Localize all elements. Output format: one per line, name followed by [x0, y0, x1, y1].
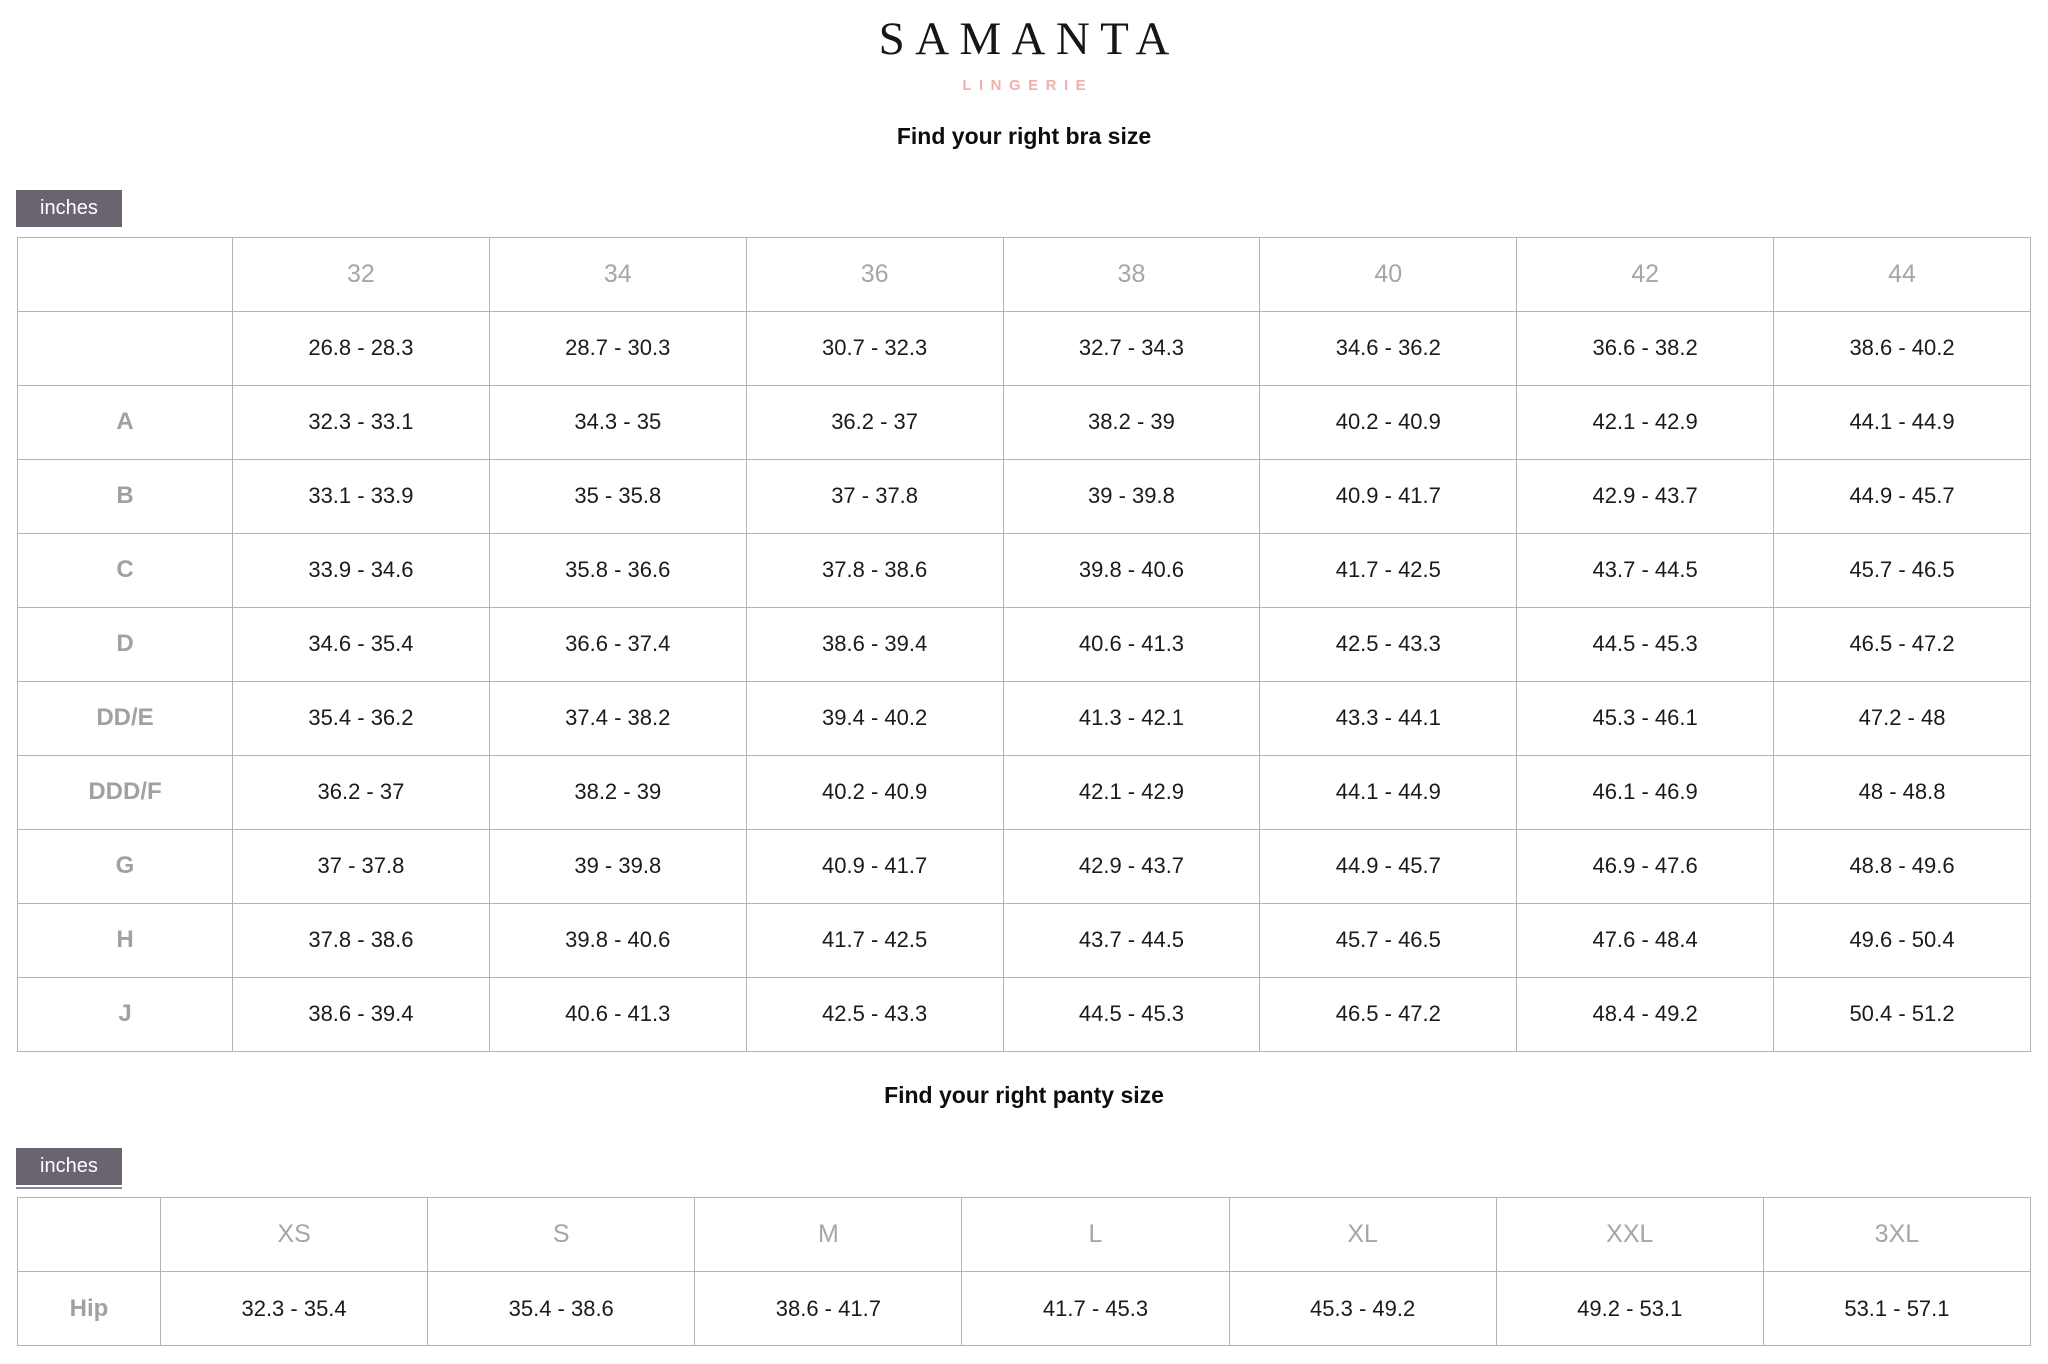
row-label: H: [18, 903, 233, 977]
size-cell: 38.2 - 39: [489, 755, 746, 829]
table-row: [18, 607, 2031, 681]
size-cell: 39.8 - 40.6: [489, 903, 746, 977]
size-cell: 44.1 - 44.9: [1260, 755, 1517, 829]
corner-cell: [18, 1198, 161, 1272]
column-header: S: [428, 1198, 695, 1272]
size-cell: 37.8 - 38.6: [233, 903, 490, 977]
size-cell: 44.5 - 45.3: [1003, 977, 1260, 1051]
size-cell: 41.7 - 42.5: [746, 903, 1003, 977]
size-cell: 34.6 - 35.4: [233, 607, 490, 681]
size-cell: 42.9 - 43.7: [1003, 829, 1260, 903]
size-cell: 38.6 - 39.4: [233, 977, 490, 1051]
size-cell: 40.6 - 41.3: [1003, 607, 1260, 681]
size-cell: 39 - 39.8: [489, 829, 746, 903]
size-cell: 41.7 - 42.5: [1260, 533, 1517, 607]
row-label: J: [18, 977, 233, 1051]
table-row: [18, 681, 2031, 755]
table-row: [18, 459, 2031, 533]
size-cell: 28.7 - 30.3: [489, 311, 746, 385]
size-cell: 42.5 - 43.3: [746, 977, 1003, 1051]
size-cell: 37.8 - 38.6: [746, 533, 1003, 607]
column-header: 40: [1260, 237, 1517, 311]
corner-cell: [18, 237, 233, 311]
row-label: B: [18, 459, 233, 533]
size-cell: 43.7 - 44.5: [1517, 533, 1774, 607]
size-cell: 41.3 - 42.1: [1003, 681, 1260, 755]
column-header: 36: [746, 237, 1003, 311]
size-cell: 48.8 - 49.6: [1774, 829, 2031, 903]
size-cell: 44.9 - 45.7: [1260, 829, 1517, 903]
row-label: Hip: [18, 1272, 161, 1346]
table-row: [18, 533, 2031, 607]
bra-units-wrap: [16, 190, 122, 227]
size-cell: 42.1 - 42.9: [1517, 385, 1774, 459]
size-cell: 38.2 - 39: [1003, 385, 1260, 459]
size-cell: 32.3 - 33.1: [233, 385, 490, 459]
size-cell: 43.3 - 44.1: [1260, 681, 1517, 755]
size-cell: 33.1 - 33.9: [233, 459, 490, 533]
size-cell: 47.2 - 48: [1774, 681, 2031, 755]
column-header: XL: [1229, 1198, 1496, 1272]
row-label: G: [18, 829, 233, 903]
size-cell: 26.8 - 28.3: [233, 311, 490, 385]
row-label: D: [18, 607, 233, 681]
table-row: [18, 829, 2031, 903]
size-cell: 44.5 - 45.3: [1517, 607, 1774, 681]
size-cell: 35.4 - 36.2: [233, 681, 490, 755]
panty-size-table: [17, 1197, 2031, 1346]
size-cell: 35 - 35.8: [489, 459, 746, 533]
size-cell: 41.7 - 45.3: [962, 1272, 1229, 1346]
size-cell: 34.6 - 36.2: [1260, 311, 1517, 385]
column-header: XS: [161, 1198, 428, 1272]
column-header: 32: [233, 237, 490, 311]
size-cell: 45.7 - 46.5: [1774, 533, 2031, 607]
row-label: DDD/F: [18, 755, 233, 829]
bra-units-badge[interactable]: inches: [16, 190, 122, 227]
size-cell: 40.2 - 40.9: [746, 755, 1003, 829]
size-cell: 37 - 37.8: [233, 829, 490, 903]
column-header: M: [695, 1198, 962, 1272]
panty-size-section: [0, 1082, 2048, 1347]
size-cell: 45.3 - 49.2: [1229, 1272, 1496, 1346]
table-row: [18, 755, 2031, 829]
size-cell: 46.1 - 46.9: [1517, 755, 1774, 829]
size-cell: 45.3 - 46.1: [1517, 681, 1774, 755]
size-cell: 48.4 - 49.2: [1517, 977, 1774, 1051]
size-cell: 40.9 - 41.7: [746, 829, 1003, 903]
size-cell: 45.7 - 46.5: [1260, 903, 1517, 977]
column-header: 42: [1517, 237, 1774, 311]
size-cell: 40.2 - 40.9: [1260, 385, 1517, 459]
size-cell: 44.1 - 44.9: [1774, 385, 2031, 459]
header-row: [18, 1198, 2031, 1272]
bra-size-section: [0, 123, 2048, 1052]
bra-size-title: Find your right bra size: [896, 123, 1152, 149]
table-row: [18, 311, 2031, 385]
panty-units-badge[interactable]: inches: [16, 1148, 122, 1185]
size-cell: 38.6 - 39.4: [746, 607, 1003, 681]
size-cell: 32.3 - 35.4: [161, 1272, 428, 1346]
brand-tagline: LINGERIE: [962, 77, 1094, 94]
bottom-spacer: [0, 1346, 2048, 1364]
header-row: [18, 237, 2031, 311]
brand-logo: SAMANTA: [878, 13, 1180, 65]
size-cell: 43.7 - 44.5: [1003, 903, 1260, 977]
size-cell: 35.8 - 36.6: [489, 533, 746, 607]
size-cell: 37.4 - 38.2: [489, 681, 746, 755]
size-cell: 50.4 - 51.2: [1774, 977, 2031, 1051]
column-header: 38: [1003, 237, 1260, 311]
bra-size-table: [17, 237, 2031, 1052]
row-label: C: [18, 533, 233, 607]
table-row: [18, 903, 2031, 977]
size-cell: 34.3 - 35: [489, 385, 746, 459]
size-cell: 49.6 - 50.4: [1774, 903, 2031, 977]
size-cell: 32.7 - 34.3: [1003, 311, 1260, 385]
size-cell: 38.6 - 40.2: [1774, 311, 2031, 385]
size-cell: 36.6 - 37.4: [489, 607, 746, 681]
size-cell: 42.5 - 43.3: [1260, 607, 1517, 681]
row-label: DD/E: [18, 681, 233, 755]
size-cell: 33.9 - 34.6: [233, 533, 490, 607]
size-cell: 37 - 37.8: [746, 459, 1003, 533]
size-cell: 42.9 - 43.7: [1517, 459, 1774, 533]
panty-units-wrap: [16, 1148, 122, 1189]
row-label: [18, 311, 233, 385]
size-cell: 53.1 - 57.1: [1763, 1272, 2030, 1346]
column-header: 3XL: [1763, 1198, 2030, 1272]
column-header: XXL: [1496, 1198, 1763, 1272]
size-cell: 46.9 - 47.6: [1517, 829, 1774, 903]
table-row: [18, 385, 2031, 459]
size-cell: 39.4 - 40.2: [746, 681, 1003, 755]
size-cell: 49.2 - 53.1: [1496, 1272, 1763, 1346]
size-cell: 46.5 - 47.2: [1260, 977, 1517, 1051]
table-row: [18, 977, 2031, 1051]
size-cell: 44.9 - 45.7: [1774, 459, 2031, 533]
page-header: [0, 13, 2048, 94]
size-cell: 39.8 - 40.6: [1003, 533, 1260, 607]
size-cell: 42.1 - 42.9: [1003, 755, 1260, 829]
size-cell: 30.7 - 32.3: [746, 311, 1003, 385]
panty-size-title: Find your right panty size: [884, 1081, 1164, 1108]
column-header: 34: [489, 237, 746, 311]
row-label: A: [18, 385, 233, 459]
size-cell: 36.2 - 37: [233, 755, 490, 829]
size-cell: 48 - 48.8: [1774, 755, 2031, 829]
size-cell: 47.6 - 48.4: [1517, 903, 1774, 977]
size-cell: 36.2 - 37: [746, 385, 1003, 459]
size-cell: 40.9 - 41.7: [1260, 459, 1517, 533]
column-header: L: [962, 1198, 1229, 1272]
size-cell: 36.6 - 38.2: [1517, 311, 1774, 385]
size-cell: 40.6 - 41.3: [489, 977, 746, 1051]
size-cell: 39 - 39.8: [1003, 459, 1260, 533]
column-header: 44: [1774, 237, 2031, 311]
table-row: [18, 1272, 2031, 1346]
size-cell: 35.4 - 38.6: [428, 1272, 695, 1346]
size-cell: 46.5 - 47.2: [1774, 607, 2031, 681]
size-cell: 38.6 - 41.7: [695, 1272, 962, 1346]
